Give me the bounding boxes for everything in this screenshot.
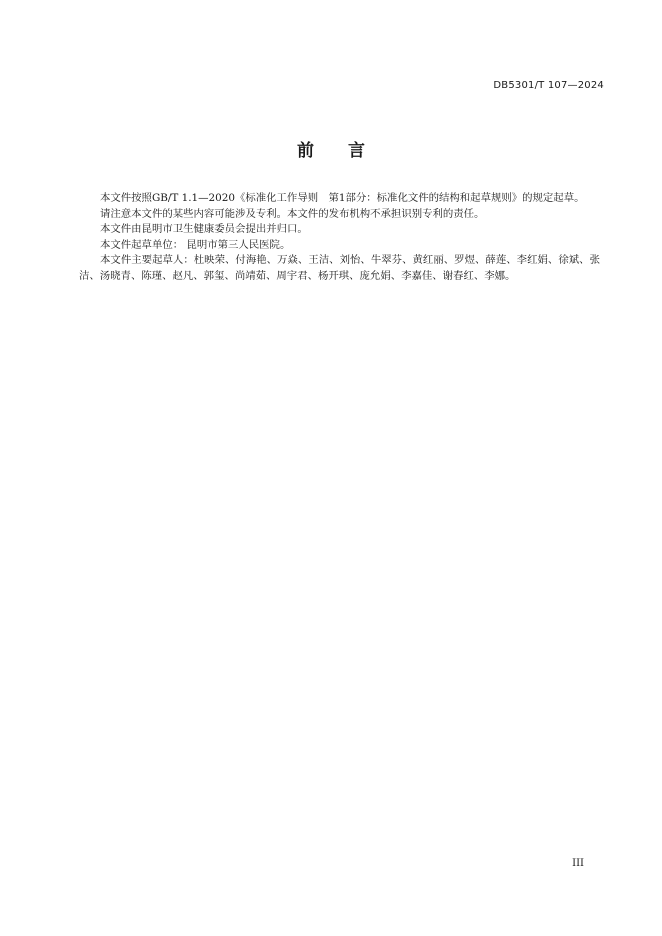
title-char-1: 前 bbox=[297, 141, 314, 161]
page-number: III bbox=[572, 858, 584, 869]
paragraph-drafters: 本文件主要起草人：杜映荣、付海艳、万焱、王洁、刘怡、牛翠芬、黄红丽、罗煜、薛莲、李红娟、徐斌、张洁、汤晓青、陈瑾、赵凡、郭玺、尚靖茹、周宇君、杨开琪、庞允娟、李嘉佳、谢春红、李娜。 bbox=[79, 254, 600, 282]
title-char-2: 言 bbox=[348, 141, 365, 161]
foreword-body bbox=[79, 191, 600, 284]
paragraph-drafting-rules: 本文件按照GB/T 1.1—2020《标准化工作导则 第1部分：标准化文件的结构和起草规则》的规定起草。 bbox=[100, 192, 585, 204]
paragraph-patent-notice: 请注意本文件的某些内容可能涉及专利。本文件的发布机构不承担识别专利的责任。 bbox=[100, 207, 485, 220]
page-title bbox=[0, 136, 662, 161]
paragraph-proposer: 本文件由昆明市卫生健康委员会提出并归口。 bbox=[100, 223, 308, 235]
paragraph-drafting-unit: 本文件起草单位： 昆明市第三人民医院。 bbox=[100, 238, 291, 251]
document-number: DB5301/T 107—2024 bbox=[493, 80, 604, 91]
